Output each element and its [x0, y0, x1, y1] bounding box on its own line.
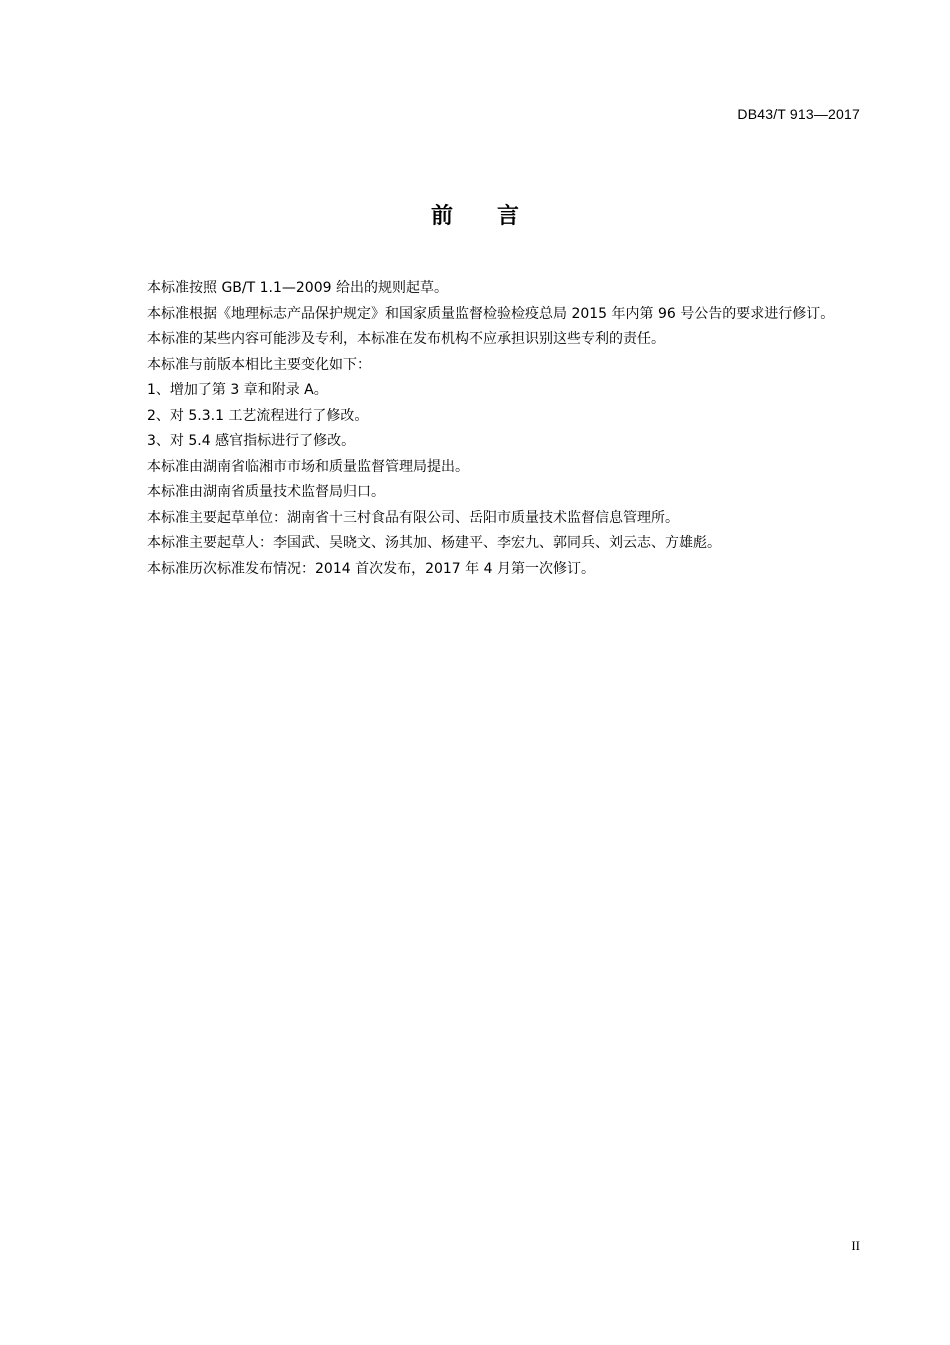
paragraph: 本标准主要起草单位：湖南省十三村食品有限公司、岳阳市质量技术监督信息管理所。 [147, 509, 679, 526]
paragraph: 本标准由湖南省临湘市市场和质量监督管理局提出。 [147, 458, 469, 475]
page-title [0, 199, 950, 230]
paragraph: 本标准根据《地理标志产品保护规定》和国家质量监督检验检疫总局 2015 年内第 96 号公告的要求进行修订。 [147, 305, 835, 322]
list-item: 3、对 5.4 感官指标进行了修改。 [147, 433, 356, 449]
list-item: 2、对 5.3.1 工艺流程进行了修改。 [147, 407, 369, 424]
title-char-1: 前 [430, 204, 453, 229]
title-char-2: 言 [497, 204, 520, 229]
paragraph: 本标准按照 GB/T 1.1—2009 给出的规则起草。 [147, 280, 448, 296]
page-number: II [851, 1238, 860, 1253]
paragraph: 本标准由湖南省质量技术监督局归口。 [147, 484, 385, 500]
paragraph: 本标准与前版本相比主要变化如下： [147, 356, 371, 373]
list-item: 1、增加了第 3 章和附录 A。 [147, 382, 328, 398]
paragraph: 本标准历次标准发布情况：2014 首次发布，2017 年 4 月第一次修订。 [147, 560, 595, 577]
document-code: DB43/T 913—2017 [737, 106, 860, 122]
paragraph: 本标准主要起草人：李国武、吴晓文、汤其加、杨建平、李宏九、郭同兵、刘云志、方雄彪。 [147, 535, 721, 551]
paragraph: 本标准的某些内容可能涉及专利，本标准在发布机构不应承担识别这些专利的责任。 [147, 331, 665, 347]
foreword-body [114, 276, 862, 582]
